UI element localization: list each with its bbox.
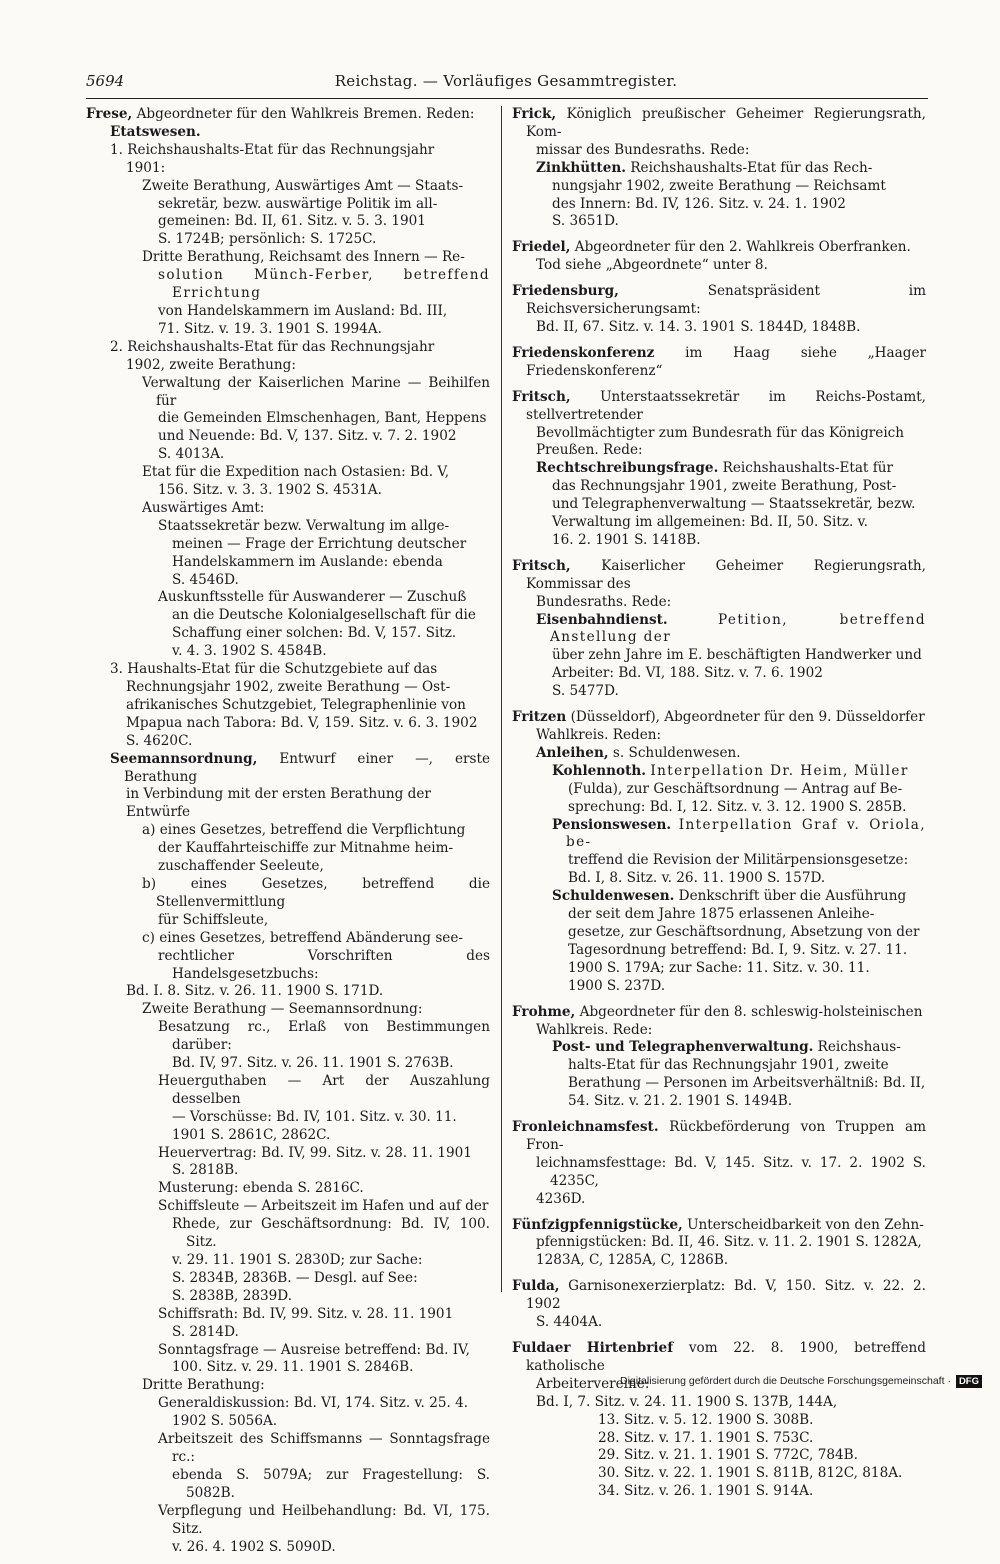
entry-text: S. 2818B. [172, 1162, 239, 1179]
subject-keyword: Etatswesen. [110, 123, 201, 140]
headword: Fritzen [512, 709, 567, 726]
entry-text: 1902, zweite Berathung: [126, 356, 296, 373]
entry-text: Denkschrift über die Ausführung [678, 888, 907, 905]
entry-text: S. 2838B, 2839D. [172, 1287, 293, 1304]
entry-text: 1900 S. 179A; zur Sache: 11. Sitz. v. 30. 11. [568, 959, 870, 976]
headword: Frick, [512, 106, 557, 122]
entry-text: Reichshaushalts-Etat für [722, 460, 894, 477]
entry-text: (Fulda), zur Geschäftsordnung — Antrag auf Be- [568, 780, 903, 797]
entry-text: 71. Sitz. v. 19. 3. 1901 S. 1994A. [158, 320, 382, 337]
entry-text: S. 4013A. [158, 446, 225, 463]
entry-text: 1902 S. 5056A. [172, 1413, 278, 1430]
entry-text: S. 3651D. [552, 213, 619, 230]
entry-text: Interpellation Dr. Heim, Müller [650, 762, 909, 779]
entry-text: v. 29. 11. 1901 S. 2830D; zur Sache: [172, 1252, 423, 1268]
headword: Fronleichnamsfest. [512, 1119, 659, 1136]
entry-text: afrikanisches Schutzgebiet, Telegraphenlinie von [126, 696, 466, 713]
entry-text: S. 4620C. [126, 732, 193, 749]
entry-text: 3. Haushalts-Etat für die Schutzgebiete auf das [110, 661, 438, 678]
entry-text: S. 2834B, 2836B. — Desgl. auf See: [172, 1269, 418, 1286]
index-entry-frese [86, 106, 490, 1556]
entry-text: Bevollmächtigter zum Bundesrath für das Königreich [536, 424, 905, 441]
entry-text: der seit dem Jahre 1875 erlassenen Anleihe- [568, 906, 875, 923]
entry-text: Kaiserlicher Geheimer Regierungsrath, Kommissar des [526, 557, 926, 592]
index-entry-frick [512, 106, 926, 231]
entry-text: Bundesraths. Rede: [536, 593, 672, 610]
index-entry-fritsch-1 [512, 389, 926, 550]
headword: Fulda, [512, 1278, 560, 1295]
entry-text: Unterstaatssekretär im Reichs-Postamt, stellvertretender [526, 388, 926, 423]
entry-text: Bd. II, 67. Sitz. v. 14. 3. 1901 S. 1844D, 1848B. [536, 318, 861, 335]
page-header [86, 72, 926, 94]
headword: Frese, [86, 106, 133, 122]
digitization-credit [620, 1373, 982, 1389]
index-entry-fuldaer-hirtenbrief [512, 1340, 926, 1501]
page-number: 5694 [86, 72, 125, 90]
entry-text: 156. Sitz. v. 3. 3. 1902 S. 4531A. [158, 482, 382, 499]
headword: Friedenskonferenz [512, 344, 655, 361]
dfg-logo: DFG [956, 1375, 982, 1388]
entry-text: Besatzung rc., Erlaß von Bestimmungen darüber: [158, 1019, 490, 1054]
subject-keyword: Seemannsordnung, [110, 750, 258, 767]
entry-text: nungsjahr 1902, zweite Berathung — Reichsamt [552, 177, 886, 194]
subject-keyword: Post- und Telegraphenverwaltung. [552, 1039, 814, 1056]
header-rule [86, 98, 928, 99]
subject-keyword: Pensionswesen. [552, 816, 672, 833]
entry-text: Reichshaushalts-Etat für das Rech- [630, 159, 873, 176]
entry-text: Mpapua nach Tabora: Bd. V, 159. Sitz. v. 6. 3. 1902 [126, 714, 478, 731]
entry-text: leichnamsfesttage: Bd. V, 145. Sitz. v. 17. 2. 1902 S. 4235C, [536, 1154, 926, 1189]
entry-text: s. Schuldenwesen. [612, 744, 741, 761]
entry-text: Dritte Berathung, Reichsamt des Innern — Re- [142, 249, 465, 266]
entry-text: Staatssekretär bezw. Verwaltung im allge- [158, 517, 450, 534]
entry-text: pfennigstücken: Bd. II, 46. Sitz. v. 11. 2. 1901 S. 1282A, [536, 1234, 922, 1251]
right-column [512, 106, 926, 1509]
entry-text: vom 22. 8. 1900, betreffend katholische [526, 1340, 927, 1374]
entry-text: 2. Reichshaushalts-Etat für das Rechnungsjahr [110, 338, 435, 355]
entry-text: Verpflegung und Heilbehandlung: Bd. VI, 175. Sitz. [158, 1502, 490, 1537]
entry-text: gemeinen: Bd. II, 61. Sitz. v. 5. 3. 1901 [158, 213, 426, 230]
entry-text: Rechnungsjahr 1902, zweite Berathung — Ost- [126, 679, 451, 695]
entry-text: Wahlkreis. Reden: [536, 727, 662, 743]
entry-text: an die Deutsche Kolonialgesellschaft für die [172, 607, 476, 624]
headword: Fritsch, [512, 557, 571, 574]
subject-keyword: Rechtschreibungsfrage. [536, 460, 719, 477]
entry-text: in Verbindung mit der ersten Berathung der [126, 786, 431, 803]
entry-text: c) eines Gesetzes, betreffend Abänderung see- [142, 929, 463, 946]
entry-text: Zweite Berathung — Seemannsordnung: [142, 1001, 423, 1018]
entry-text: Heuerguthaben — Art der Auszahlung desselben [158, 1072, 490, 1107]
entry-text: Arbeitervereine: [536, 1375, 650, 1392]
headword: Friedensburg, [512, 283, 619, 300]
headword: Fünfzigpfennigstücke, [512, 1216, 683, 1233]
entry-text: Schaffung einer solchen: Bd. V, 157. Sitz. [172, 625, 457, 642]
entry-text: 54. Sitz. v. 21. 2. 1901 S. 1494B. [568, 1093, 793, 1110]
entry-text: Verwaltung im allgemeinen: Bd. II, 50. Sitz. v. [552, 514, 869, 531]
entry-text: für Schiffsleute, [158, 911, 269, 928]
entry-text: Bd. I, 8. Sitz. v. 26. 11. 1900 S. 157D. [568, 870, 826, 887]
subject-keyword: Schuldenwesen. [552, 888, 675, 905]
entry-text: rechtlicher Vorschriften des Handelsgesetzbuchs: [158, 947, 490, 982]
entry-text: Arbeitszeit des Schiffsmanns — Sonntagsfrage rc.: [158, 1431, 490, 1465]
entry-text: Tagesordnung betreffend: Bd. I, 9. Sitz. v. 27. 11. [568, 941, 908, 958]
entry-text: 1900 S. 237D. [568, 977, 666, 994]
entry-text: Wahlkreis. Rede: [536, 1021, 653, 1038]
headword: Fritsch, [512, 388, 571, 405]
headword: Fuldaer Hirtenbrief [512, 1340, 674, 1356]
entry-text: Garnisonexerzierplatz: Bd. V, 150. Sitz. v. 22. 2. 1902 [526, 1278, 926, 1313]
entry-text: b) eines Gesetzes, betreffend die Stellenvermittlung [142, 875, 490, 910]
entry-text: Tod siehe „Abgeordnete“ unter 8. [536, 257, 768, 274]
index-entry-fritzen [512, 709, 926, 996]
citation-row: 13. Sitz. v. 5. 12. 1900 S. 308B. [598, 1411, 814, 1428]
entry-text: Abgeordneter für den Wahlkreis Bremen. Reden: [136, 106, 475, 122]
entry-text: Preußen. Rede: [536, 442, 643, 459]
entry-text: S. 1724B; persönlich: S. 1725C. [158, 231, 377, 248]
column-divider [501, 106, 502, 1292]
index-entry-fronleichnamsfest [512, 1119, 926, 1209]
index-entry-friedel [512, 239, 926, 275]
entry-text: Schiffsleute — Arbeitszeit im Hafen und auf der [158, 1198, 489, 1215]
entry-text: 1901: [126, 159, 166, 176]
entry-text: — Vorschüsse: Bd. IV, 101. Sitz. v. 30. 11. [172, 1108, 457, 1125]
subject-keyword: Zinkhütten. [536, 159, 626, 176]
left-column [86, 106, 490, 1564]
citation-row: 30. Sitz. v. 22. 1. 1901 S. 811B, 812C, 818A. [598, 1465, 903, 1482]
entry-text: Berathung — Personen im Arbeitsverhältniß: Bd. II, [568, 1075, 926, 1092]
entry-text: treffend die Revision der Militärpensionsgesetze: [568, 852, 909, 869]
citation-row: 34. Sitz. v. 26. 1. 1901 S. 914A. [598, 1483, 814, 1500]
entry-text: und Neuende: Bd. V, 137. Sitz. v. 7. 2. 1902 [158, 428, 457, 445]
entry-text: Abgeordneter für den 8. schleswig-holsteinischen [579, 1003, 923, 1020]
subject-keyword: Kohlennoth. [552, 762, 647, 779]
headword: Friedel, [512, 239, 571, 256]
entry-text: v. 26. 4. 1902 S. 5090D. [172, 1538, 336, 1555]
entry-text: Auswärtiges Amt: [142, 499, 265, 516]
entry-text: Auskunftsstelle für Auswanderer — Zuschuß [158, 589, 467, 606]
entry-text: Unterscheidbarkeit von den Zehn- [687, 1216, 924, 1233]
entry-text: Zweite Berathung, Auswärtiges Amt — Staats- [142, 177, 464, 194]
entry-text: S. 4546D. [172, 571, 239, 588]
entry-text: Heuervertrag: Bd. IV, 99. Sitz. v. 28. 11. 1901 [158, 1144, 472, 1161]
citation-row: Bd. I, 7. Sitz. v. 24. 11. 1900 S. 137B, 144A, [536, 1393, 838, 1410]
page-title: Reichstag. — Vorläufiges Gesammtregister. [334, 72, 678, 90]
entry-text: Arbeiter: Bd. VI, 188. Sitz. v. 7. 6. 1902 [552, 665, 823, 682]
entry-text: Verwaltung der Kaiserlichen Marine — Beihilfen für [142, 374, 490, 409]
entry-text: ebenda S. 5079A; zur Fragestellung: S. 5082B. [172, 1466, 490, 1501]
credit-text: Digitalisierung gefördert durch die Deutsche Forschungsgemeinschaft · [620, 1375, 951, 1387]
entry-text: Dritte Berathung: [142, 1377, 265, 1394]
entry-text: über zehn Jahre im E. beschäftigten Handwerker und [552, 647, 922, 664]
index-entry-fulda [512, 1278, 926, 1332]
entry-text: solution Münch-Ferber, betreffend Errichtung [158, 267, 490, 302]
entry-text: 1. Reichshaushalts-Etat für das Rechnungsjahr [110, 141, 435, 158]
index-entry-fuenfzigpfennigstuecke [512, 1217, 926, 1271]
index-entry-fritsch-2 [512, 558, 926, 701]
entry-text: 4236D. [536, 1190, 586, 1207]
entry-text: v. 4. 3. 1902 S. 4584B. [172, 643, 327, 660]
entry-text: 100. Sitz. v. 29. 11. 1901 S. 2846B. [172, 1359, 414, 1376]
entry-text: halts-Etat für das Rechnungsjahr 1901, zweite [568, 1057, 889, 1074]
entry-text: und Telegraphenverwaltung — Staatssekretär, bezw. [552, 496, 916, 513]
entry-text: Bd. IV, 97. Sitz. v. 26. 11. 1901 S. 2763B. [172, 1055, 454, 1072]
citation-row: 29. Sitz. v. 21. 1. 1901 S. 772C, 784B. [598, 1447, 858, 1464]
entry-text: Rhede, zur Geschäftsordnung: Bd. IV, 100. Sitz. [172, 1216, 490, 1251]
entry-text: Reichshaus- [817, 1039, 901, 1056]
entry-text: Handelskammern im Auslande: ebenda [172, 553, 443, 570]
entry-text: die Gemeinden Elmschenhagen, Bant, Heppens [158, 410, 487, 427]
entry-text: gesetze, zur Geschäftsordnung, Absetzung von der [568, 923, 920, 940]
entry-text: im Haag siehe „Haager Friedenskonferenz“ [526, 344, 926, 379]
index-entry-friedensburg [512, 283, 926, 337]
entry-text: sekretär, bezw. auswärtige Politik im all- [158, 195, 438, 212]
entry-text: Interpellation Graf v. Oriola, be- [566, 816, 926, 851]
index-entry-frohme [512, 1004, 926, 1111]
entry-text: Petition, betreffend Anstellung der [550, 611, 926, 646]
entry-text: S. 5477D. [552, 683, 619, 700]
entry-text: der Kauffahrteischiffe zur Mitnahme heim- [158, 840, 454, 857]
entry-text: Königlich preußischer Geheimer Regierungsrath, Kom- [526, 106, 926, 140]
entry-text: 16. 2. 1901 S. 1418B. [552, 531, 701, 548]
entry-text: Rückbeförderung von Truppen am Fron- [526, 1119, 926, 1153]
entry-text: Entwürfe [126, 804, 191, 821]
subject-keyword: Eisenbahndienst. [536, 611, 668, 628]
entry-text: von Handelskammern im Ausland: Bd. III, [158, 302, 448, 319]
entry-text: S. 4404A. [536, 1314, 603, 1331]
entry-text: sprechung: Bd. I, 12. Sitz. v. 3. 12. 1900 S. 285B. [568, 798, 907, 815]
entry-text: Etat für die Expedition nach Ostasien: Bd. V, [142, 464, 450, 481]
entry-text: (Düsseldorf), Abgeordneter für den 9. Düsseldorfer [570, 709, 925, 726]
headword: Frohme, [512, 1003, 576, 1020]
entry-text: Generaldiskussion: Bd. VI, 174. Sitz. v. 25. 4. [158, 1395, 469, 1412]
entry-text: missar des Bundesraths. Rede: [536, 141, 750, 158]
entry-text: meinen — Frage der Errichtung deutscher [172, 535, 467, 552]
entry-text: Sonntagsfrage — Ausreise betreffend: Bd. IV, [158, 1341, 470, 1358]
subject-keyword: Anleihen, [536, 744, 609, 761]
entry-text: Bd. I. 8. Sitz. v. 26. 11. 1900 S. 171D. [126, 983, 384, 1000]
citation-row: 28. Sitz. v. 17. 1. 1901 S. 753C. [598, 1429, 814, 1446]
entry-text: S. 2814D. [172, 1323, 239, 1340]
entry-text: 1901 S. 2861C, 2862C. [172, 1126, 331, 1143]
entry-text: Senatspräsident im Reichsversicherungsamt: [526, 283, 927, 318]
entry-text: a) eines Gesetzes, betreffend die Verpflichtung [142, 822, 466, 839]
entry-text: des Innern: Bd. IV, 126. Sitz. v. 24. 1. 1902 [552, 195, 846, 212]
entry-text: Entwurf einer —, erste Berathung [124, 750, 491, 785]
entry-text: Schiffsrath: Bd. IV, 99. Sitz. v. 28. 11. 1901 [158, 1305, 454, 1322]
entry-text: 1283A, C, 1285A, C, 1286B. [536, 1252, 729, 1269]
entry-text: Musterung: ebenda S. 2816C. [158, 1180, 364, 1197]
entry-text: Abgeordneter für den 2. Wahlkreis Oberfranken. [574, 239, 911, 256]
entry-text: zuschaffender Seeleute, [158, 858, 324, 875]
index-entry-friedenskonferenz [512, 345, 926, 381]
entry-text: das Rechnungsjahr 1901, zweite Berathung, Post- [552, 478, 897, 495]
